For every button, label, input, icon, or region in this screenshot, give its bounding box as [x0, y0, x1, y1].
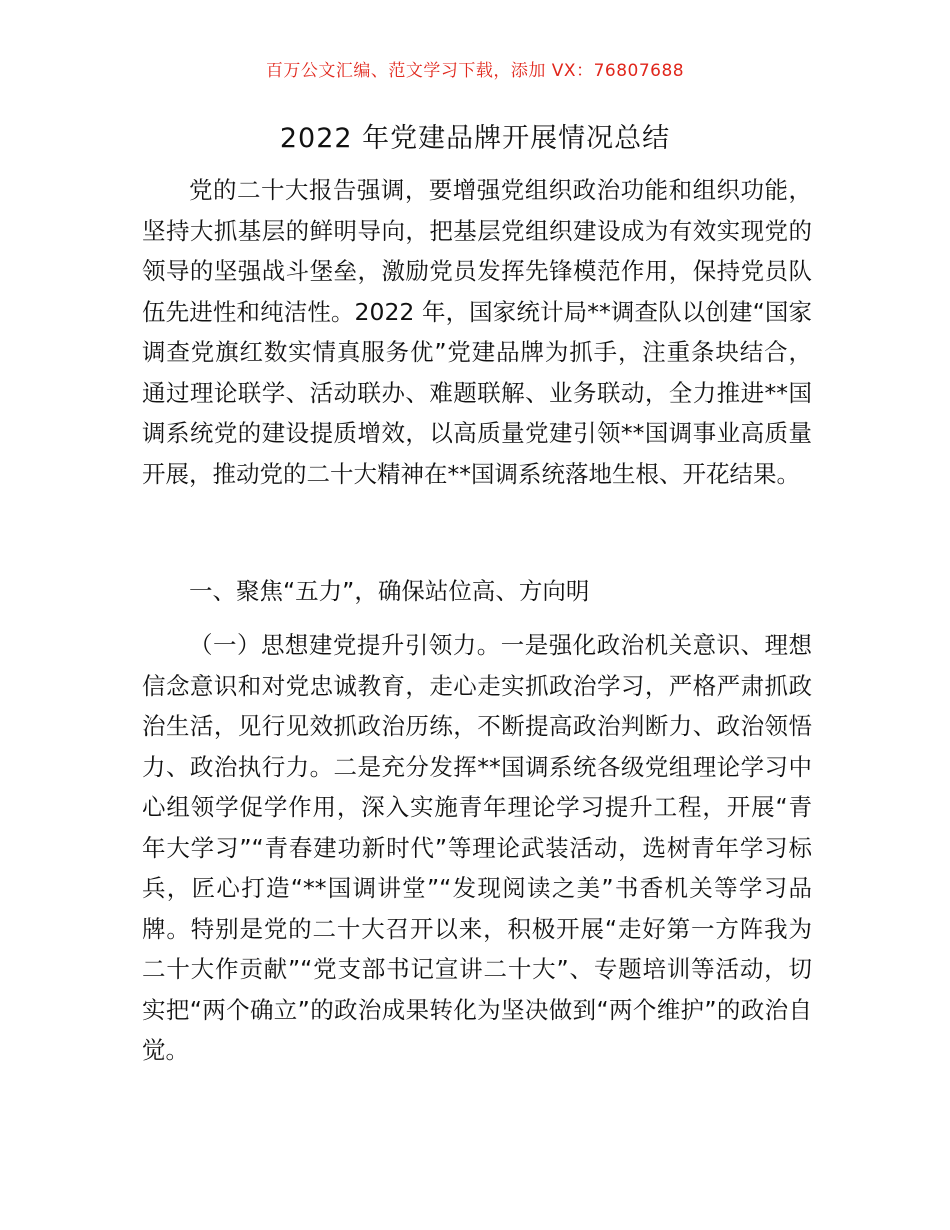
intro-paragraph: 党的二十大报告强调，要增强党组织政治功能和组织功能，坚持大抓基层的鲜明导向，把基层党组织建设成为有效实现党的领导的坚强战斗堡垒，激励党员发挥先锋模范作用，保持党员队伍先进性和纯洁性。2022 年，国家统计局**调查队以创建“国家调查党旗红数实情真服务优”党建品牌为抓手，注重条块结合，通过理论联学、活动联办、难题联解、业务联动，全力推进**国调系统党的建设提质增效，以高质量党建引领**国调事业高质量开展，推动党的二十大精神在**国调系统落地生根、开花结果。	[142, 176, 812, 488]
header-contact-note: 百万公文汇编、范文学习下载，添加 VX：76807688	[265, 61, 685, 81]
document-title: 2022 年党建品牌开展情况总结	[279, 123, 671, 154]
section-paragraph: （一）思想建党提升引领力。一是强化政治机关意识、理想信念意识和对党忠诚教育，走心走实抓政治学习，严格严肃抓政治生活，见行见效抓政治历练，不断提高政治判断力、政治领悟力、政治执行力。二是充分发挥**国调系统各级党组理论学习中心组领学促学作用，深入实施青年理论学习提升工程，开展“青年大学习”“青春建功新时代”等理论武装活动，选树青年学习标兵，匠心打造“**国调讲堂”“发现阅读之美”书香机关等学习品牌。特别是党的二十大召开以来，积极开展“走好第一方阵我为二十大作贡献”“党支部书记宣讲二十大”、专题培训等活动，切实把“两个确立”的政治成果转化为坚决做到“两个维护”的政治自觉。	[142, 631, 812, 1064]
section-heading: 一、聚焦“五力”，确保站位高、方向明	[189, 577, 590, 605]
